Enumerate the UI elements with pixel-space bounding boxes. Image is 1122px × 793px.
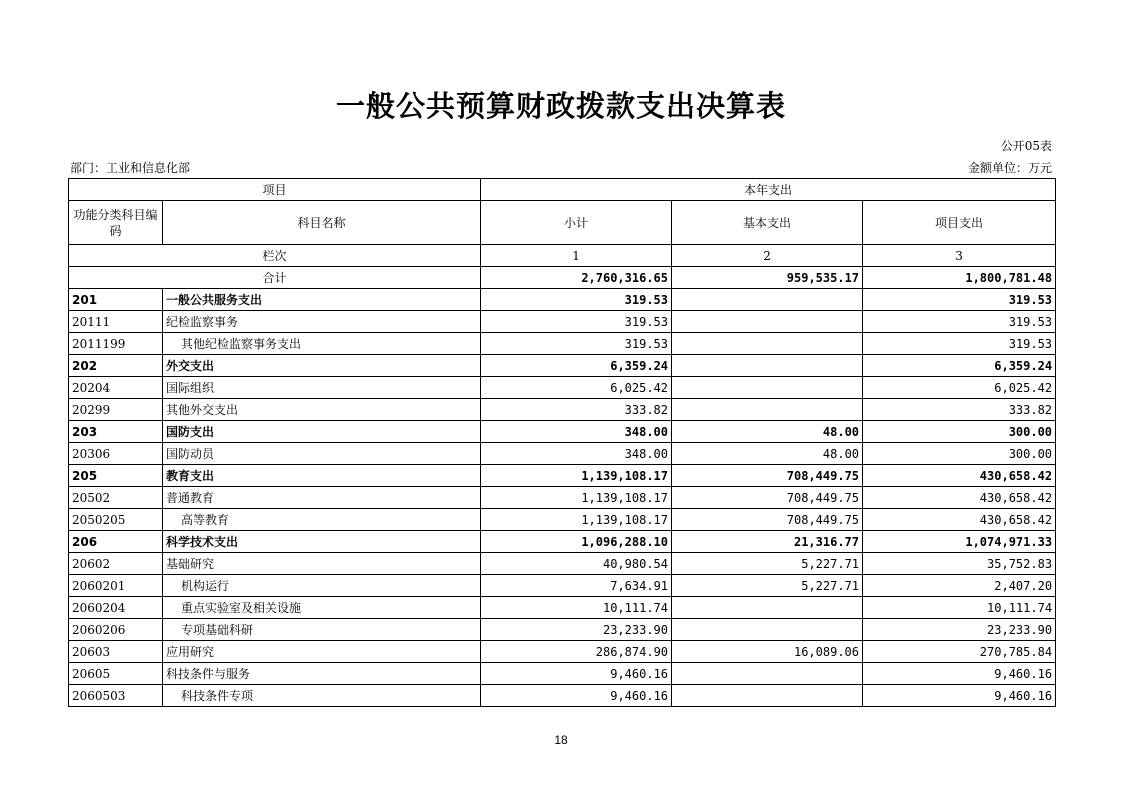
table-row	[69, 333, 1056, 355]
column-index-row	[69, 245, 1056, 267]
row-code: 20605	[69, 663, 163, 685]
row-code: 2050205	[69, 509, 163, 531]
row-subtotal: 319.53	[481, 333, 672, 355]
row-name: 科技条件与服务	[163, 663, 481, 685]
row-subtotal: 286,874.90	[481, 641, 672, 663]
row-name: 其他纪检监察事务支出	[163, 333, 481, 355]
row-project: 270,785.84	[863, 641, 1056, 663]
table-row	[69, 641, 1056, 663]
row-project: 430,658.42	[863, 509, 1056, 531]
row-project: 6,359.24	[863, 355, 1056, 377]
row-code: 2060206	[69, 619, 163, 641]
header-code: 功能分类科目编码	[69, 201, 163, 245]
column-index-2: 2	[672, 245, 863, 267]
row-subtotal: 6,359.24	[481, 355, 672, 377]
form-code: 公开05表	[1000, 139, 1052, 153]
row-name: 一般公共服务支出	[163, 289, 481, 311]
row-code: 20111	[69, 311, 163, 333]
row-basic: 48.00	[672, 421, 863, 443]
row-project: 430,658.42	[863, 487, 1056, 509]
row-name: 普通教育	[163, 487, 481, 509]
page-number: 18	[554, 733, 568, 747]
row-name: 教育支出	[163, 465, 481, 487]
table-row	[69, 399, 1056, 421]
row-project: 2,407.20	[863, 575, 1056, 597]
table-row	[69, 465, 1056, 487]
row-basic	[672, 597, 863, 619]
row-code: 20306	[69, 443, 163, 465]
table-row	[69, 575, 1056, 597]
row-subtotal: 348.00	[481, 443, 672, 465]
row-subtotal: 1,139,108.17	[481, 487, 672, 509]
row-code: 202	[69, 355, 163, 377]
column-index-1: 1	[481, 245, 672, 267]
row-basic	[672, 333, 863, 355]
row-basic: 48.00	[672, 443, 863, 465]
row-basic: 5,227.71	[672, 553, 863, 575]
row-basic: 708,449.75	[672, 465, 863, 487]
row-name: 科技条件专项	[163, 685, 481, 707]
column-index-label: 栏次	[69, 245, 481, 267]
table-row	[69, 377, 1056, 399]
table-row	[69, 421, 1056, 443]
row-project: 430,658.42	[863, 465, 1056, 487]
row-name: 重点实验室及相关设施	[163, 597, 481, 619]
row-code: 20603	[69, 641, 163, 663]
row-code: 20204	[69, 377, 163, 399]
total-row	[69, 267, 1056, 289]
header-row-2	[69, 201, 1056, 245]
row-basic	[672, 377, 863, 399]
row-name: 应用研究	[163, 641, 481, 663]
row-code: 201	[69, 289, 163, 311]
expenditure-table	[68, 178, 1056, 707]
row-subtotal: 9,460.16	[481, 685, 672, 707]
row-subtotal: 1,096,288.10	[481, 531, 672, 553]
table-row	[69, 597, 1056, 619]
header-subtotal: 小计	[481, 201, 672, 245]
row-basic	[672, 663, 863, 685]
amount-unit-label: 金额单位：万元	[967, 161, 1052, 175]
row-name: 专项基础科研	[163, 619, 481, 641]
row-project: 6,025.42	[863, 377, 1056, 399]
row-subtotal: 9,460.16	[481, 663, 672, 685]
row-basic	[672, 685, 863, 707]
row-project: 300.00	[863, 443, 1056, 465]
header-item: 项目	[69, 179, 481, 201]
table-row	[69, 619, 1056, 641]
row-project: 35,752.83	[863, 553, 1056, 575]
table-row	[69, 509, 1056, 531]
row-project: 300.00	[863, 421, 1056, 443]
table-row	[69, 553, 1056, 575]
row-basic	[672, 311, 863, 333]
row-project: 10,111.74	[863, 597, 1056, 619]
table-row	[69, 443, 1056, 465]
row-subtotal: 333.82	[481, 399, 672, 421]
row-basic	[672, 619, 863, 641]
table-row	[69, 663, 1056, 685]
row-code: 206	[69, 531, 163, 553]
row-name: 科学技术支出	[163, 531, 481, 553]
table-row	[69, 311, 1056, 333]
row-code: 2060204	[69, 597, 163, 619]
row-name: 国防支出	[163, 421, 481, 443]
total-label: 合计	[69, 267, 481, 289]
row-subtotal: 40,980.54	[481, 553, 672, 575]
row-basic: 708,449.75	[672, 487, 863, 509]
total-subtotal: 2,760,316.65	[481, 267, 672, 289]
department-label: 部门：工业和信息化部	[70, 161, 191, 175]
row-code: 2011199	[69, 333, 163, 355]
row-project: 319.53	[863, 333, 1056, 355]
row-project: 319.53	[863, 311, 1056, 333]
row-code: 20602	[69, 553, 163, 575]
row-basic: 16,089.06	[672, 641, 863, 663]
row-name: 纪检监察事务	[163, 311, 481, 333]
row-code: 20299	[69, 399, 163, 421]
row-code: 2060201	[69, 575, 163, 597]
row-project: 333.82	[863, 399, 1056, 421]
row-basic: 5,227.71	[672, 575, 863, 597]
row-project: 319.53	[863, 289, 1056, 311]
header-current-year: 本年支出	[481, 179, 1056, 201]
row-name: 高等教育	[163, 509, 481, 531]
row-subtotal: 319.53	[481, 289, 672, 311]
table-row	[69, 487, 1056, 509]
row-basic: 708,449.75	[672, 509, 863, 531]
total-basic: 959,535.17	[672, 267, 863, 289]
row-name: 国防动员	[163, 443, 481, 465]
header-basic: 基本支出	[672, 201, 863, 245]
row-name: 外交支出	[163, 355, 481, 377]
row-basic	[672, 289, 863, 311]
row-basic	[672, 355, 863, 377]
row-subtotal: 319.53	[481, 311, 672, 333]
header-row-1	[69, 179, 1056, 201]
row-code: 20502	[69, 487, 163, 509]
row-subtotal: 7,634.91	[481, 575, 672, 597]
row-code: 203	[69, 421, 163, 443]
row-subtotal: 6,025.42	[481, 377, 672, 399]
row-project: 1,074,971.33	[863, 531, 1056, 553]
row-subtotal: 10,111.74	[481, 597, 672, 619]
row-name: 其他外交支出	[163, 399, 481, 421]
row-name: 机构运行	[163, 575, 481, 597]
row-name: 国际组织	[163, 377, 481, 399]
header-name: 科目名称	[163, 201, 481, 245]
row-code: 2060503	[69, 685, 163, 707]
table-row	[69, 531, 1056, 553]
row-basic	[672, 399, 863, 421]
row-subtotal: 23,233.90	[481, 619, 672, 641]
column-index-3: 3	[863, 245, 1056, 267]
row-subtotal: 1,139,108.17	[481, 509, 672, 531]
row-name: 基础研究	[163, 553, 481, 575]
row-project: 9,460.16	[863, 685, 1056, 707]
row-project: 9,460.16	[863, 663, 1056, 685]
row-subtotal: 348.00	[481, 421, 672, 443]
row-subtotal: 1,139,108.17	[481, 465, 672, 487]
table-row	[69, 355, 1056, 377]
total-project: 1,800,781.48	[863, 267, 1056, 289]
table-row	[69, 685, 1056, 707]
page-title: 一般公共预算财政拨款支出决算表	[335, 89, 786, 123]
table-row	[69, 289, 1056, 311]
row-basic: 21,316.77	[672, 531, 863, 553]
row-project: 23,233.90	[863, 619, 1056, 641]
row-code: 205	[69, 465, 163, 487]
header-project: 项目支出	[863, 201, 1056, 245]
